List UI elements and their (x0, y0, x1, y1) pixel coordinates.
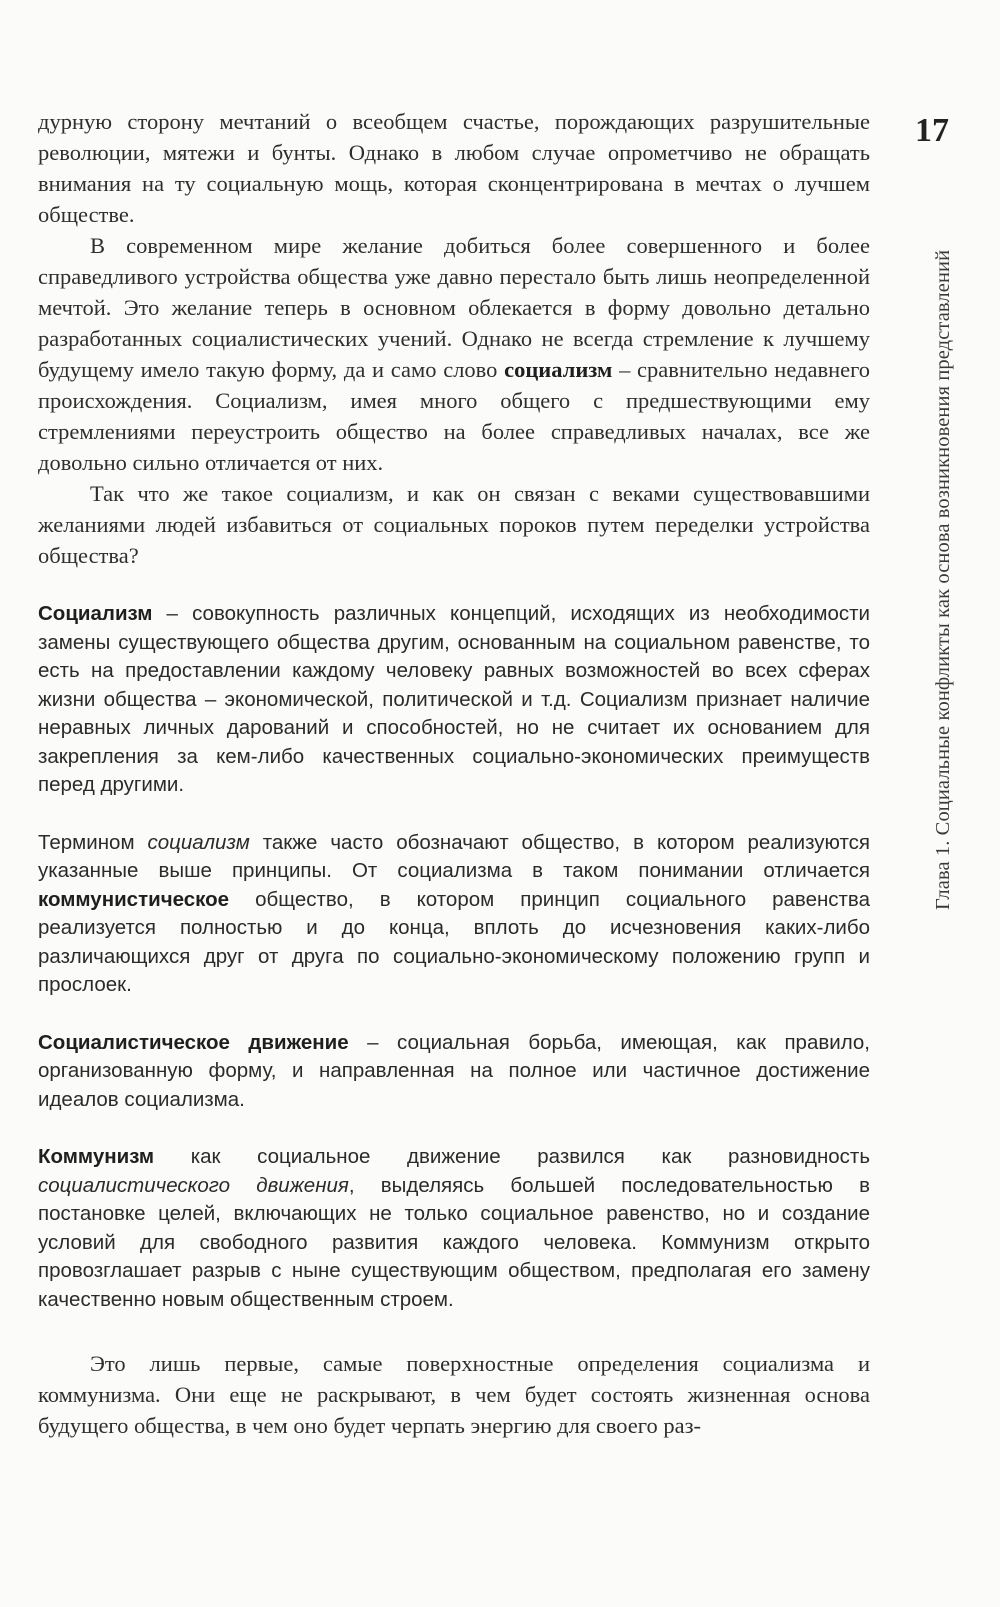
definition-socialism-term: Социализм (38, 602, 153, 625)
definition-socialism-text: – совокупность различных концепций, исходящих из необходимости замены существующего общества другим, основанным на социальном равенстве, то есть на предоставлении каждому человеку равных возможностей во всех сферах жизни общества – экономической, политической и т.д. Социализм признает наличие неравных личных дарований и способностей, но не считает их основанием для закрепления за кем-либо качественных социально-экономических преимуществ перед другими. (38, 602, 870, 796)
definition-communism (38, 1143, 870, 1314)
page-number: 17 (915, 112, 949, 149)
definition-2-text-a: Термином (38, 830, 135, 854)
definition-communism-term: Коммунизм (38, 1145, 155, 1168)
definition-2-text-c: общество, в котором принцип социального равенства реализуется полностью и до конца, вплоть до исчезновения каких-либо различающихся друг от друга по социально-экономическому положению групп и прослоек. (38, 887, 870, 996)
definition-2-italic-term: социализм (147, 830, 250, 854)
paragraph-1: дурную сторону мечтаний о всеобщем счастье, порождающих разрушительные революции, мятежи и бунты. Однако в любом случае опрометчиво не обращать внимания на ту социальную мощь, которая сконцентрирована в мечтах о лучшем обществе. (38, 109, 870, 227)
running-head: Глава 1. Социальные конфликты как основа возникновения представлений (932, 249, 954, 910)
definition-communism-text-b: , выделяясь большей последовательностью в постановке целей, включающих не только социальное равенство, но и создание условий для свободного развития каждого человека. Коммунизм открыто провозглашает разрыв с ныне существующим обществом, предполагая его замену качественно новым общественным строем. (38, 1173, 870, 1311)
definition-socialist-movement-term: Социалистическое движение (38, 1030, 349, 1054)
definition-socialist-movement (38, 1029, 870, 1115)
definition-communism-text-a: как социальное движение развился как разновидность (190, 1145, 870, 1168)
main-text (38, 106, 870, 1441)
paragraph-4: Это лишь первые, самые поверхностные определения социализма и коммунизма. Они еще не раскрывают, в чем будет состоять жизненная основа будущего общества, в чем оно будет черпать энергию для своего раз- (38, 1351, 870, 1438)
paragraph-2-text-b: – сравнительно недавнего происхождения. Социализм, имея много общего с предшествующими ему стремлениями переустроить общество на более справедливых началах, все же довольно сильно отличается от них. (38, 357, 871, 475)
definition-2-bold-term: коммунистическое (38, 887, 230, 911)
paragraph-2-text-a: В современном мире желание добиться более совершенного и более справедливого устройства общества уже давно перестало быть лишь неопределенной мечтой. Это желание теперь в основном облекается в форму довольно детально разработанных социалистических учений. Однако не всегда стремление к лучшему будущему имело такую форму, да и само слово (38, 233, 870, 382)
definition-communism-italic: социалистического движения (38, 1173, 349, 1197)
definition-socialist-movement-text: – социальная борьба, имеющая, как правило, организованную форму, и направленная на полное или частичное достижение идеалов социализма. (38, 1030, 870, 1111)
paragraph-2 (38, 230, 870, 478)
paragraph-3: Так что же такое социализм, и как он связан с веками существовавшими желаниями людей избавиться от социальных пороков путем переделки устройства общества? (38, 481, 870, 568)
term-socialism: социализм (504, 357, 613, 382)
definition-2-text-b: также часто обозначают общество, в котором реализуются указанные выше принципы. От социализма в таком понимании отличается (38, 830, 870, 882)
definition-socialism (38, 600, 870, 800)
definition-socialism-society (38, 829, 870, 1000)
